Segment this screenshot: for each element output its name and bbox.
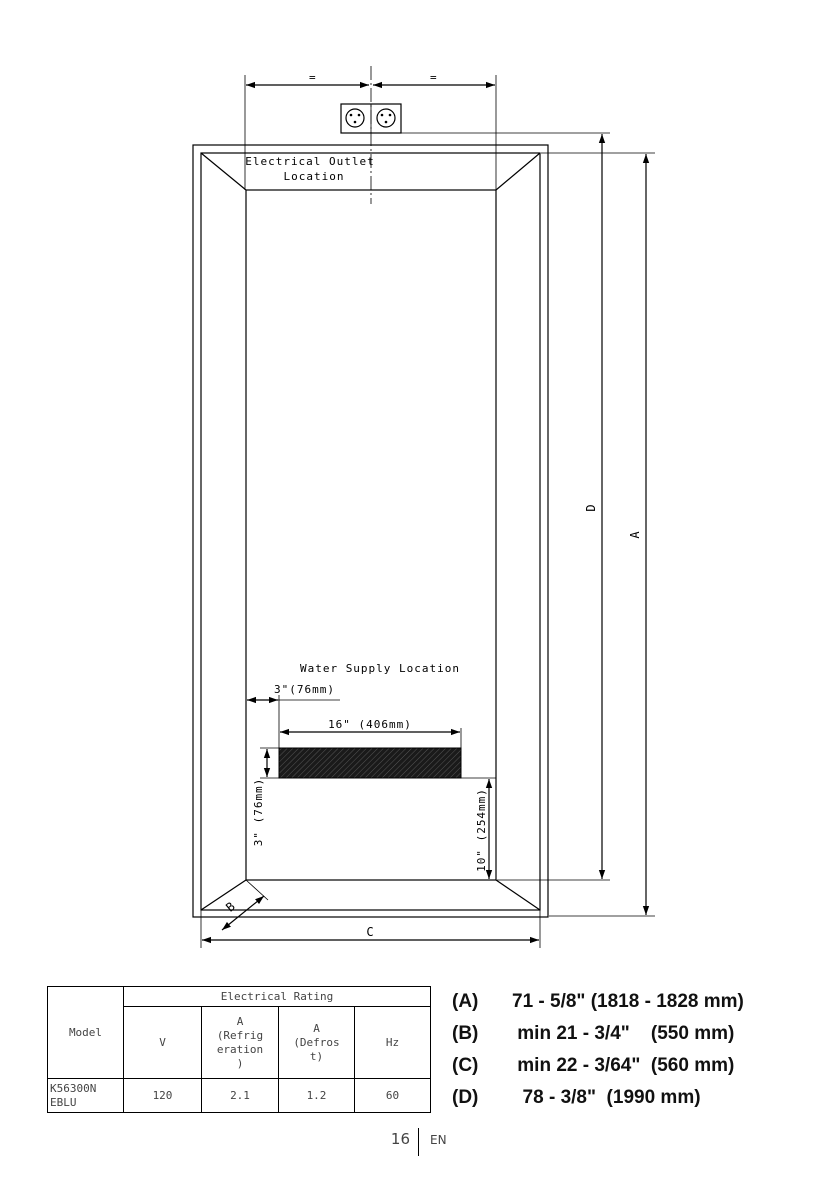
dimension-value: min 22 - 3/64" (560 mm) xyxy=(512,1055,735,1076)
dim-10in-label: 10" (254mm) xyxy=(475,788,488,872)
socket-icon xyxy=(377,109,395,127)
dim-3in-vertical-label: 3" (76mm) xyxy=(252,777,265,847)
label-a: A xyxy=(628,531,642,539)
electrical-rating-header: Electrical Rating xyxy=(124,987,431,1007)
page-language: EN xyxy=(430,1133,447,1147)
dimension-b xyxy=(452,1018,744,1050)
dimension-letter: (C) xyxy=(452,1055,479,1076)
dim-16in-label: 16" (406mm) xyxy=(328,718,412,731)
model-header: Model xyxy=(48,987,124,1079)
footer-divider xyxy=(418,1128,419,1156)
water-supply-label: Water Supply Location xyxy=(299,662,461,675)
dim-3in-horizontal-label: 3"(76mm) xyxy=(274,683,335,696)
page-number: 16 xyxy=(390,1130,410,1148)
col-v: V xyxy=(124,1007,202,1079)
dimension-value: 78 - 3/8" (1990 mm) xyxy=(512,1087,701,1108)
dimension-a xyxy=(452,986,744,1018)
water-supply-area xyxy=(279,748,461,778)
equal-mark-right: = xyxy=(430,71,438,84)
label-b: B xyxy=(223,899,238,915)
hz-value: 60 xyxy=(355,1079,431,1113)
col-a-defrost: A (Defros t) xyxy=(279,1007,355,1079)
dimension-value: min 21 - 3/4" (550 mm) xyxy=(512,1023,735,1044)
dimension-letter: (D) xyxy=(452,1087,479,1108)
v-value: 120 xyxy=(124,1079,202,1113)
electrical-rating-table xyxy=(47,986,431,1113)
col-hz: Hz xyxy=(355,1007,431,1079)
socket-icon xyxy=(346,109,364,127)
dimension-value: 71 - 5/8" (1818 - 1828 mm) xyxy=(512,991,744,1012)
col-a-refrigeration: A (Refrig eration ) xyxy=(202,1007,279,1079)
electrical-outlet-label-line1: Electrical Outlet xyxy=(245,155,375,168)
equal-mark-left: = xyxy=(309,71,317,84)
dimension-letter: (B) xyxy=(452,1023,479,1044)
model-value: K56300N EBLU xyxy=(48,1079,124,1113)
a-defrost-value: 1.2 xyxy=(279,1079,355,1113)
table-row xyxy=(48,1079,431,1113)
electrical-outlet-label-line2: Location xyxy=(283,170,345,183)
label-d: D xyxy=(584,504,598,512)
label-c: C xyxy=(366,925,374,939)
dimension-c xyxy=(452,1050,744,1082)
dimension-letter: (A) xyxy=(452,991,479,1012)
dimension-list xyxy=(452,986,744,1114)
page-footer xyxy=(0,1128,840,1158)
dimension-d xyxy=(452,1082,744,1114)
a-refrigeration-value: 2.1 xyxy=(202,1079,279,1113)
